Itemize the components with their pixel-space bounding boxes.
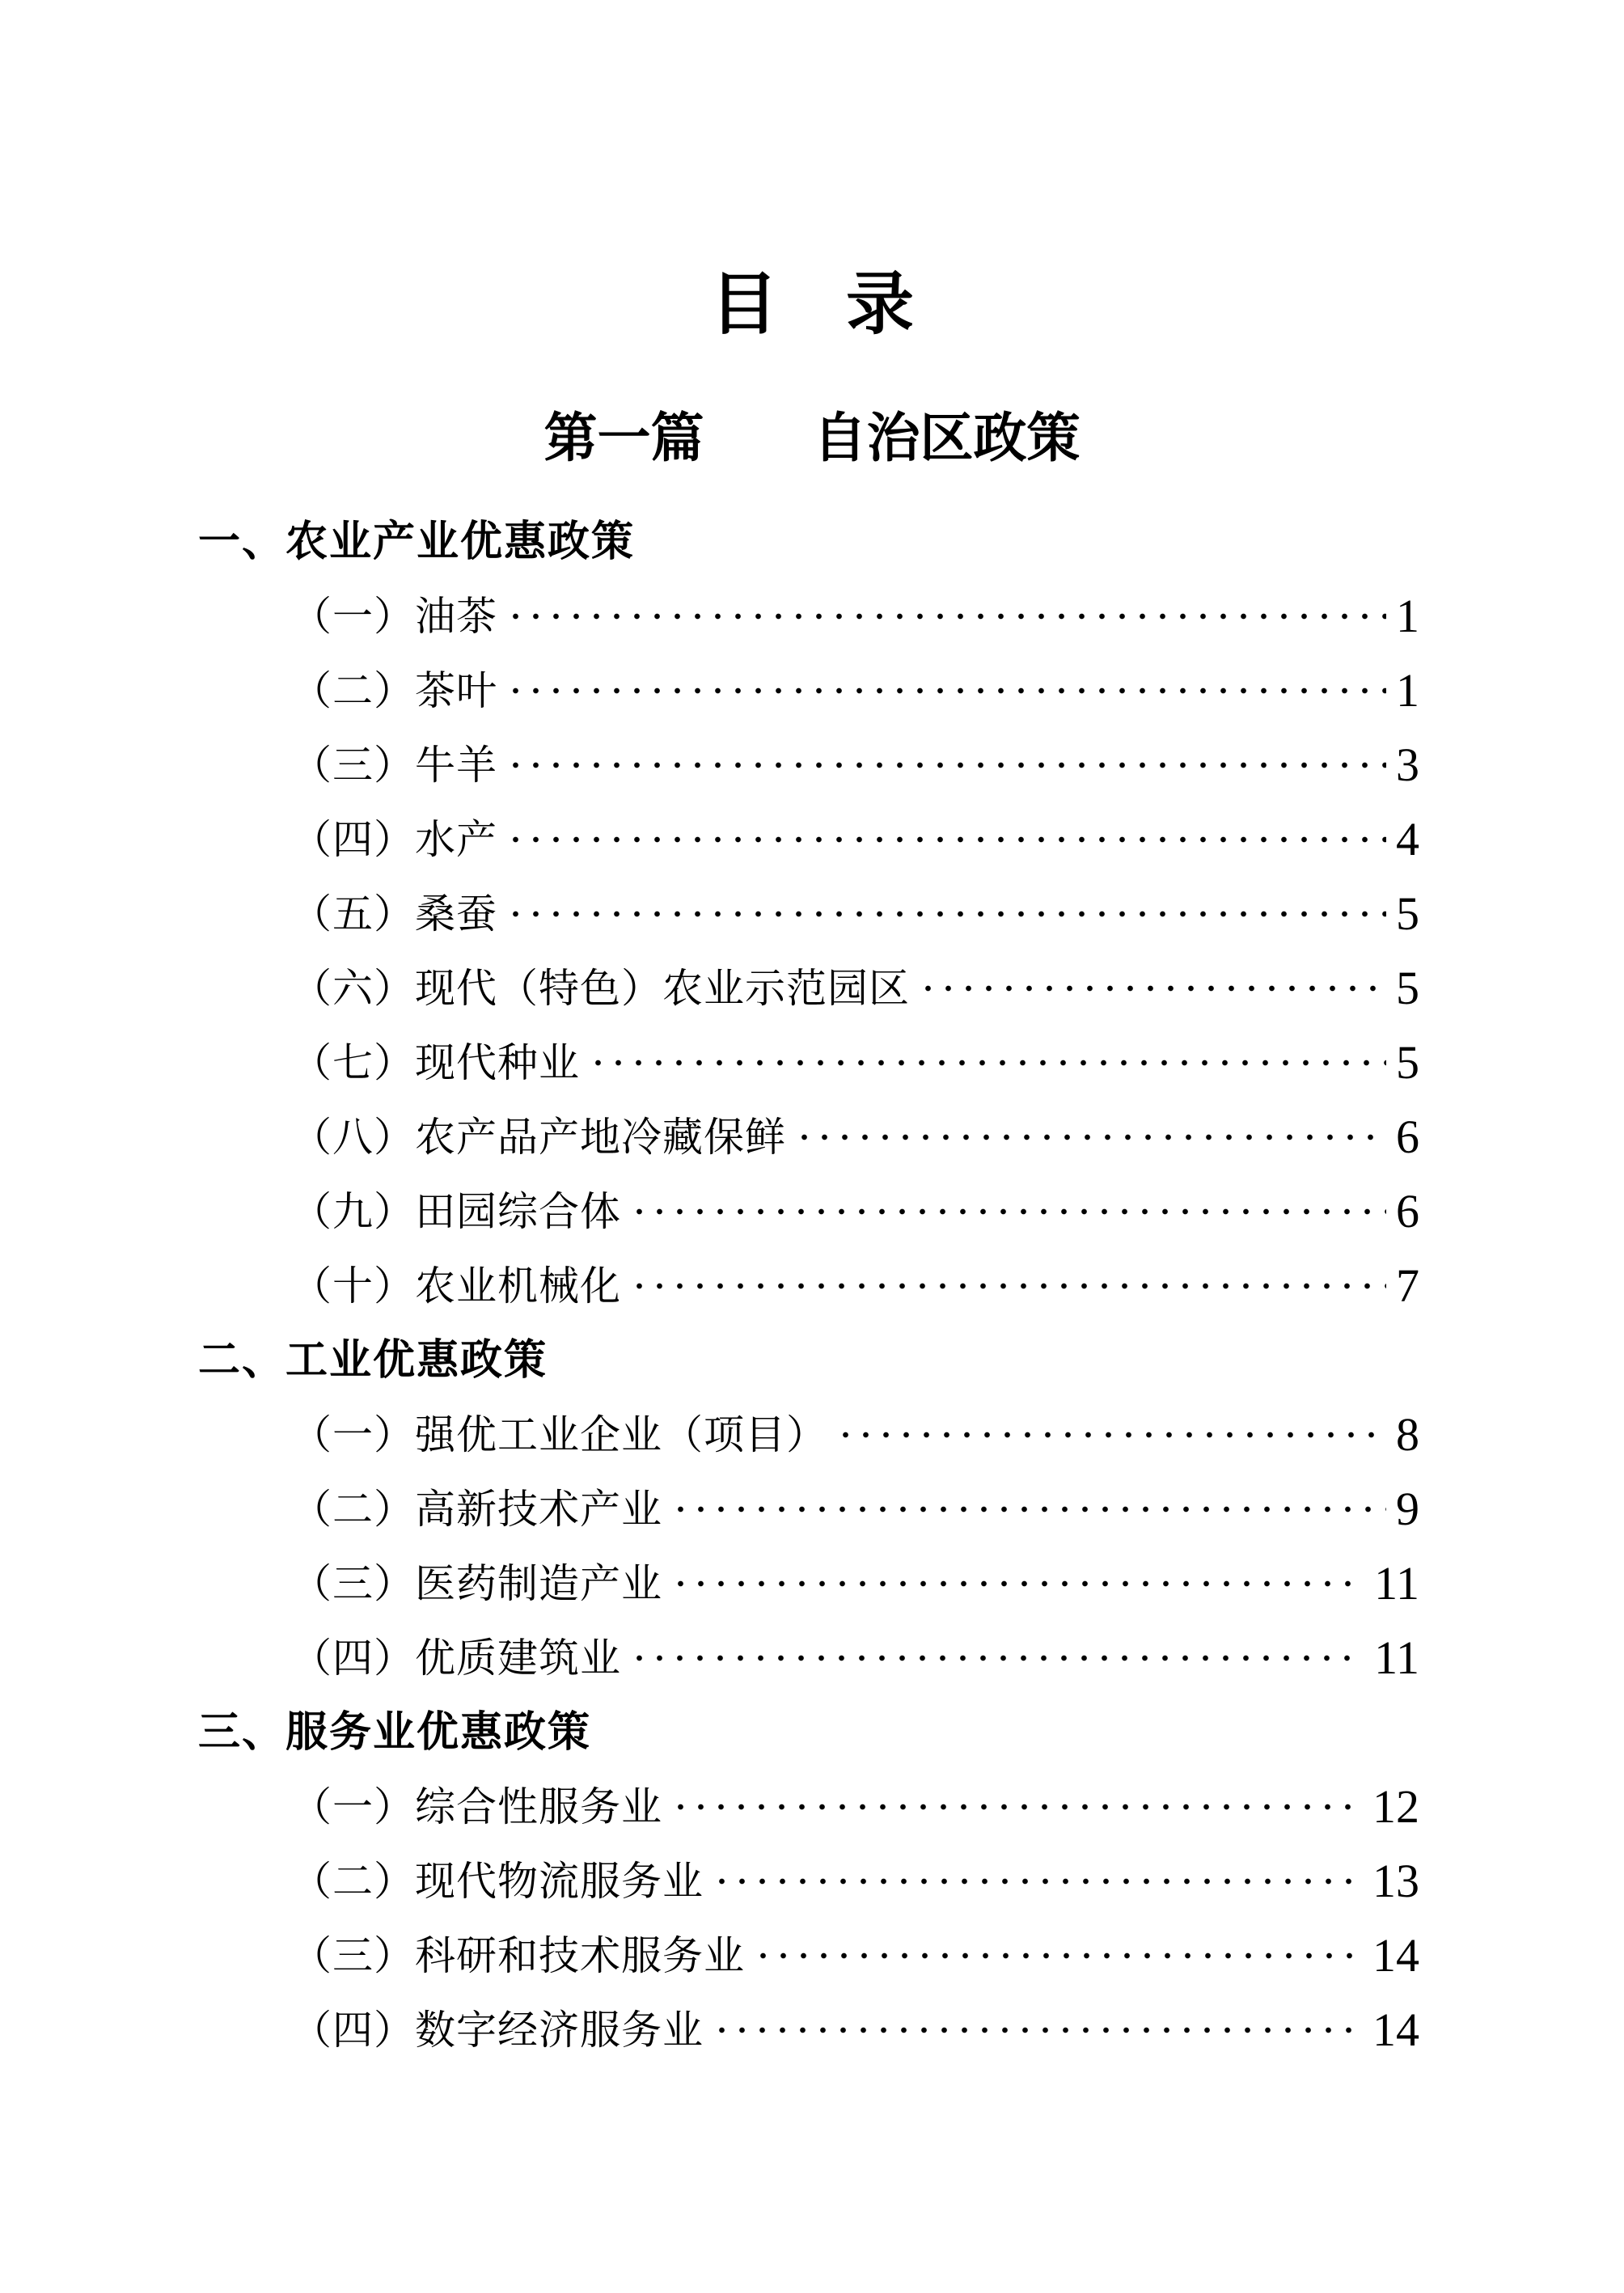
toc-entry: [0, 1174, 1624, 1249]
toc-entry: [0, 1398, 1624, 1472]
dot-leader: [629, 1621, 1364, 1695]
toc-entry: [0, 728, 1624, 802]
toc-entry: [0, 1621, 1624, 1695]
dot-leader: [505, 579, 1386, 654]
dot-leader: [712, 1993, 1363, 2067]
dot-leader: [670, 1770, 1363, 1844]
toc-entry-title: （四）数字经济服务业: [291, 2007, 704, 2053]
dot-leader: [835, 1398, 1386, 1472]
dot-leader: [712, 1844, 1363, 1919]
toc-entry-title: （七）现代种业: [291, 1040, 580, 1085]
toc-entry: [0, 802, 1624, 877]
toc-entry-title: （一）强优工业企业（项目）: [291, 1412, 827, 1457]
toc-entry-title: （六）现代（特色）农业示范园区: [291, 966, 910, 1011]
dot-leader: [629, 1174, 1386, 1249]
dot-leader: [629, 1249, 1386, 1323]
dot-leader: [505, 877, 1386, 951]
document-title: 目 录: [709, 268, 914, 343]
toc-entry-title: （一）油茶: [291, 594, 497, 639]
toc-entry-page-number: 7: [1396, 1259, 1419, 1312]
toc-entry: [0, 951, 1624, 1026]
part-heading: [0, 409, 1624, 468]
toc-entry-page-number: 9: [1396, 1483, 1419, 1535]
toc-entry-page-number: 5: [1396, 1036, 1419, 1089]
dot-leader: [918, 951, 1386, 1026]
toc-entry-title: （四）水产: [291, 817, 497, 862]
dot-leader: [505, 728, 1386, 802]
toc-entry-page-number: 11: [1374, 1557, 1419, 1610]
toc-entry: [0, 1919, 1624, 1993]
toc-entry: [0, 1100, 1624, 1174]
toc-entry: [0, 579, 1624, 654]
section-heading: 二、工业优惠政策: [198, 1337, 548, 1384]
toc-entry-page-number: 4: [1396, 813, 1419, 865]
toc-entry-title: （九）田园综合体: [291, 1189, 621, 1234]
toc-entry-title: （二）茶叶: [291, 668, 497, 713]
toc-entry: [0, 1026, 1624, 1100]
toc-entry-page-number: 6: [1396, 1185, 1419, 1237]
dot-leader: [670, 1472, 1386, 1546]
toc-entry: [0, 654, 1624, 728]
toc-entry-title: （三）科研和技术服务业: [291, 1933, 745, 1978]
toc-entry-title: （八）农产品产地冷藏保鲜: [291, 1115, 786, 1160]
toc-entry-page-number: 1: [1396, 664, 1419, 717]
section-heading: 三、服务业优惠政策: [198, 1709, 592, 1756]
section-heading: 一、农业产业优惠政策: [198, 518, 636, 565]
toc-entry-title: （二）现代物流服务业: [291, 1859, 704, 1904]
toc-entry-title: （三）医药制造产业: [291, 1561, 662, 1606]
part-title: 自治区政策: [813, 409, 1081, 468]
toc-entry: [0, 1249, 1624, 1323]
dot-leader: [505, 654, 1386, 728]
dot-leader: [505, 802, 1386, 877]
toc-entry: [0, 1844, 1624, 1919]
part-label: 第一篇: [543, 409, 704, 468]
toc-entry-title: （十）农业机械化: [291, 1263, 621, 1309]
toc-entry-page-number: 12: [1372, 1780, 1419, 1833]
dot-leader: [588, 1026, 1386, 1100]
toc-entry: [0, 1546, 1624, 1621]
toc-entry-title: （二）高新技术产业: [291, 1487, 662, 1532]
toc-entry-title: （一）综合性服务业: [291, 1784, 662, 1830]
toc-entry: [0, 1993, 1624, 2067]
toc-list: [0, 505, 1624, 2067]
toc-entry: [0, 1770, 1624, 1844]
toc-entry-title: （五）桑蚕: [291, 891, 497, 937]
toc-entry-page-number: 5: [1396, 962, 1419, 1014]
toc-entry-page-number: 11: [1374, 1631, 1419, 1684]
toc-entry-title: （三）牛羊: [291, 742, 497, 788]
toc-entry-page-number: 14: [1372, 2003, 1419, 2056]
toc-entry: [0, 877, 1624, 951]
dot-leader: [753, 1919, 1363, 1993]
toc-entry-page-number: 5: [1396, 887, 1419, 940]
dot-leader: [794, 1100, 1386, 1174]
toc-entry: [0, 1472, 1624, 1546]
toc-entry-page-number: 1: [1396, 590, 1419, 642]
toc-entry-page-number: 8: [1396, 1408, 1419, 1461]
dot-leader: [670, 1546, 1364, 1621]
toc-entry-page-number: 13: [1372, 1855, 1419, 1907]
toc-entry-page-number: 3: [1396, 738, 1419, 791]
toc-entry-page-number: 6: [1396, 1111, 1419, 1163]
toc-entry-title: （四）优质建筑业: [291, 1635, 621, 1681]
toc-entry-page-number: 14: [1372, 1929, 1419, 1982]
